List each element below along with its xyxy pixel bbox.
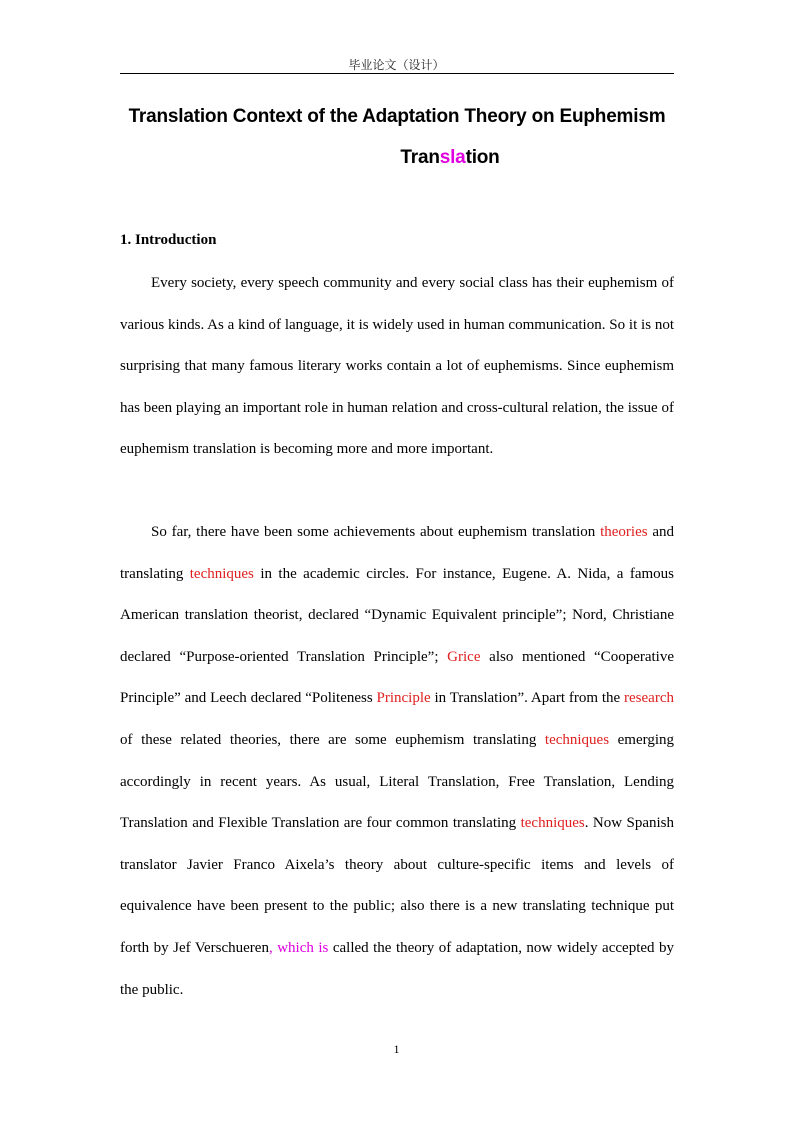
title-part-2-highlight: sla	[439, 147, 466, 168]
p2-highlight-principle: Principle	[376, 690, 431, 707]
p2-segment-2: and translating	[120, 524, 674, 582]
page-header: 毕业论文（设计）	[348, 58, 445, 72]
paragraph-1: Every society, every speech community and every social class has their euphemism of various kinds. As a kind of language, it is widely used in human communication. So it is not surprising that many famous literary works contain a lot of euphemisms. Since euphemism has been playing an important role in human relation and cross-cultural relation, the issue of euphemism translation is becoming more and more important.	[120, 275, 674, 458]
title-line-2	[300, 147, 600, 169]
p2-highlight-which-is: , which is	[268, 939, 329, 956]
p2-segment-7: emerging accordingly in recent years. As usual, Literal Translation, Free Translation, Lending Translation and Flexible Translation are four common translating	[120, 731, 675, 832]
paragraph-2	[120, 512, 674, 1011]
title-part-1: Tran	[400, 147, 440, 168]
p2-segment-5: in Translation”. Apart from the	[430, 690, 625, 707]
p2-highlight-techniques-3: techniques	[520, 815, 585, 832]
p2-highlight-techniques-1: techniques	[189, 565, 254, 582]
title-line-1: Translation Context of the Adaptation Theory on Euphemism	[128, 106, 666, 127]
title-part-3: tion	[465, 147, 500, 168]
p2-segment-1: So far, there have been some achievements about euphemism translation	[151, 524, 601, 540]
header-rule	[120, 73, 674, 74]
p2-segment-8: . Now Spanish translator Javier Franco Aixela’s theory about culture-specific items and levels of equivalence have been present to the public; also there is a new translating technique put forth by Jef Verschueren	[120, 815, 675, 956]
p2-highlight-research: research	[624, 690, 674, 707]
p2-segment-9: called the theory of adaptation, now widely accepted by the public.	[120, 939, 674, 998]
p2-segment-3: in the academic circles. For instance, Eugene. A. Nida, a famous American translation theorist, declared “Dynamic Equivalent principle”; Nord, Christiane declared “Purpose-oriented Translation Principle”;	[120, 565, 674, 665]
p2-highlight-grice: Grice	[447, 648, 481, 665]
p2-segment-4: also mentioned “Cooperative Principle” and Leech declared “Politeness	[120, 648, 674, 707]
section-heading-introduction: 1. Introduction	[120, 232, 217, 248]
p2-highlight-theories: theories	[600, 524, 648, 540]
p2-highlight-techniques-2: techniques	[544, 731, 610, 748]
page-number: 1	[393, 1042, 400, 1056]
p2-segment-6: of these related theories, there are some euphemism translating	[120, 731, 545, 748]
